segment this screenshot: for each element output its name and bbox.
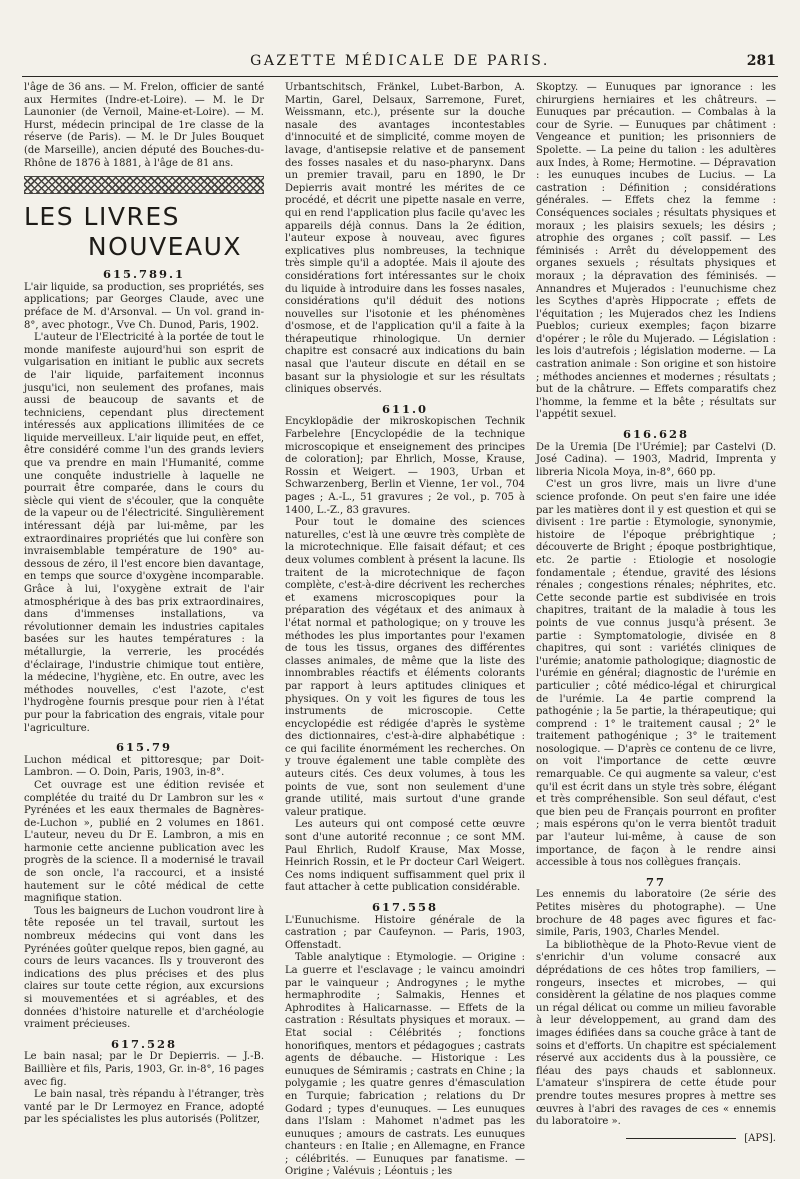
book-review-text: Table analytique : Etymologie. — Origine : La guerre et l'esclavage ; le vaincu amoindri par le vainqueur ; Androgynes ; le mythe hermaphrodite ; Salmakis, Hennes et Aphrodites à Halicarnasse. — Effets de la castration : Résultats physiques et moraux. — Etat social : Célébrités ; fonctions honorifiques, mentors et pédagogues ; castrats agents de débauche. — Historique : Les eunuques de Sémiramis ; castrats en Chine ; la polygamie ; les quatre genres d'émasculation en Turquie; fabrication ; relations du Dr Godard ; types d'eunuques. — Les eunuques dans l'Islam : Mahomet n'admet pas les eunuques ; amours de castrats. Les eunuques chanteurs : en Italie ; en Allemagne, en France ; célébrités. — Eunuques par fanatisme. — Origine ; Valévuis ; Léontuis ; les [285, 952, 525, 1178]
book-review-text: Skoptzy. — Eunuques par ignorance : les chirurgiens herniaires et les châtreurs. — Eunuques par précaution. — Combalas à la cour de Syrie. — Eunuques par châtiment : Vengeance et punition; les prisonniers de Spolette. — La peine du talion : les adultères aux Indes, à Rome; Hermotine. — Dépravation : les eunuques incubes de Lucius. — La castration : Définition ; considérations générales. — Effets chez la femme : Conséquences sociales ; résultats physiques et moraux ; les plaisirs sexuels; les désirs ; atrophie des organes ; coït passif. — Les féminisés : Arrêt du développement des organes sexuels ; résultats physiques et moraux ; la dépravation des féminisés. — Annandres et Mujerados : l'eunuchisme chez les Scythes d'après Hippocrate ; effets de l'équitation ; les Mujerados chez les Indiens Pueblos; curieux exemples; façon bizarre d'opérer ; le rôle du Mujerado. — Législation : les lois d'autrefois ; législation moderne. — La castration animale : Son origine et son histoire ; méthodes anciennes et modernes ; résultats ; but de la châtrure. — Effets comparatifs chez l'homme, la femme et la bête ; résultats sur l'appétit sexuel. [536, 82, 776, 421]
section-title [24, 202, 264, 262]
page-number: 281 [746, 53, 776, 69]
book-review-text: Pour tout le domaine des sciences naturelles, c'est là une œuvre très complète de la microtechnique. Elle faisait défaut; et ces deux volumes comblent à présent la lacune. Ils traitent de la microtechnique de façon complète, c'est-à-dire décrivent les recherches et examens microscopiques pour la préparation des végétaux et des animaux à l'état normal et pathologique; on y trouve les méthodes les plus importantes pour l'examen de tous les tissus, organes des différentes classes animales, de même que la liste des innombrables réactifs et éléments colorants par rapport à leurs aptitudes cliniques et physiques. On y voit les figures de tous les instruments de microscopie. Cette encyclopédie est rédigée d'après le système des dictionnaires, c'est-à-dire alphabétique : ce qui facilite énormément les recherches. On y trouve également une table complète des auteurs cités. Ces deux volumes, à tous les points de vue, sont non seulement d'une grande utilité, mais surtout d'une grande valeur pratique. [285, 517, 525, 818]
section-title-line-2: NOUVEAUX [87, 232, 242, 262]
column-1 [24, 82, 264, 1126]
column-2 [285, 82, 525, 1178]
classification-number: 617.558 [371, 900, 438, 914]
page-header [22, 50, 778, 77]
book-review-text: Cet ouvrage est une édition revisée et complétée du traité du Dr Lambron sur les « Pyrénées et les eaux thermales de Bagnères-de-Luchon », publié en 2 volumes en 1861. L'auteur, neveu du Dr E. Lambron, a mis en harmonie cette ancienne publication avec les progrès de la science. Il a modernisé le travail de son oncle, l'a raccourci, et a insisté hautement sur le côté médical de cette magnifique station. [24, 779, 264, 905]
book-review-text: La bibliothèque de la Photo-Revue vient de s'enrichir d'un volume consacré aux déprédations de ces hôtes trop familiers, — rongeurs, insectes et microbes, — qui considèrent la gélatine de nos plaques comme un régal délicat ou comme un milieu favorable à leur développement, au grand dam des images édifiées dans sa couche grâce à tant de soins et d'efforts. Un chapitre est spécialement réservé aux accidents dus à la poussière, ce fléau des pays chauds et sablonneux. L'amateur s'inspirera de cette étude pour prendre toutes mesures propres à mettre ses œuvres à l'abri des ravages de ces « ennemis du laboratoire ». [536, 939, 776, 1128]
book-entry-heading: De la Uremia [De l'Urémie]; par Castelvi (D. José Cadina). — 1903, Madrid, Imprenta y libreria Nicola Moya, in-8°, 660 pp. [536, 441, 776, 478]
obituary-paragraph: l'âge de 36 ans. — M. Frelon, officier de santé aux Hermites (Indre-et-Loire). — M. le Dr Launonier (de Vernoil, Maine-et-Loire). — M. Hurst, médecin principal de 1re classe de la réserve (de Paris). — M. le Dr Jules Bouquet (de Marseille), ancien député des Bouches-du-Rhône de 1876 à 1881, à l'âge de 81 ans. [24, 82, 264, 169]
book-entry-heading: Les ennemis du laboratoire (2e série des Petites misères du photographe). — Une brochure de 48 pages avec figures et fac-simile, Paris, 1903, Charles Mendel. [536, 889, 776, 939]
book-entry-heading: Encyklopädie der mikroskopischen Technik Farbelehre [Encyclopédie de la technique microscopique et enseignement des principes de coloration]; par Ehrlich, Mosse, Krause, Rossin et Weigert. — 1903, Urban et Schwarzenberg, Berlin et Vienne, 1er vol., 704 pages ; A.-L., 51 gravures ; 2e vol., p. 705 à 1400, L.-Z., 83 gravures. [285, 416, 525, 516]
signature-text: [APS]. [744, 1132, 776, 1144]
book-review-text: Urbantschitsch, Fränkel, Lubet-Barbon, A. Martin, Garel, Delsaux, Sarremone, Furet, Weissmann, etc.), présente sur la douche nasale des avantages incontestables d'innocuité et de simplicité, comme moyen de lavage, d'antisepsie relative et de pansement des fosses nasales et du naso-pharynx. Dans un premier travail, paru en 1890, le Dr Depierris avait montré les mérites de ce procédé, et décrit une pipette nasale en verre, qui en rend l'application plus facile qu'avec les appareils déjà connus. Dans la 2e édition, l'auteur expose à nouveau, avec figures explicatives plus nombreuses, la technique très simple qu'il a adoptée. Mais il ajoute des considérations fort intéressantes sur le choix du liquide à introduire dans les fosses nasales, considérations qu'il déduit des notions nouvelles sur l'isotonie et les phénomènes d'osmose, et de l'application qu'il a faite à la thérapeutique rhinologique. Un dernier chapitre est consacré aux indications du bain nasal que l'auteur discute en détail en se basant sur la physiologie et sur les résultats cliniques observés. [285, 82, 525, 396]
book-entry-heading: L'Eunuchisme. Histoire générale de la castration ; par Caufeynon. — Paris, 1903, Offenstadt. [285, 914, 525, 951]
journal-title: GAZETTE MÉDICALE DE PARIS. [250, 53, 550, 69]
book-review-text: L'auteur de l'Electricité à la portée de tout le monde manifeste aujourd'hui son esprit de vulgarisation en initiant le public aux secrets de l'air liquide, parfaitement inconnus jusqu'ici, non seulement des profanes, mais aussi de beaucoup de savants et de techniciens, cependant plus directement intéressés aux applications illimitées de ce liquide merveilleux. L'air liquide peut, en effet, être considéré comme l'un des grands leviers que va prendre en main l'Humanité, comme une conquête industrielle à laquelle ne pourrait être comparée, dans le cours du siècle qui vient de s'écouler, que la conquête de la vapeur ou de l'électricité. Singulièrement intéressant déjà par lui-même, par les extraordinaires propriétés que lui confère son invraisemblable température de 190° au-dessous de zéro, il l'est encore bien davantage, en temps que source d'oxygène incomparable. Grâce à lui, l'oxygène extrait de l'air atmosphérique à des bas prix extraordinaires, dans d'immenses installations, va révolutionner demain les industries capitales basées sur les hautes températures : la métallurgie, la verrerie, les procédés d'éclairage, l'industrie chimique tout entière, la médecine, l'hygiène, etc. En outre, avec les méthodes nouvelles, c'est l'azote, c'est l'hydrogène fournis presque pour rien à l'état pur pour la fabrication des engrais, vitale pour l'agriculture. [24, 332, 264, 734]
book-entry-heading: L'air liquide, sa production, ses propriétés, ses applications; par Georges Claude, avec une préface de M. d'Arsonval. — Un vol. grand in-8°, avec photogr., Vve Ch. Dunod, Paris, 1902. [24, 281, 264, 331]
book-review-text: C'est un gros livre, mais un livre d'une science profonde. On peut s'en faire une idée par les matières dont il y est question et qui se divisent : 1re partie : Etymologie, synonymie, histoire de l'époque prébrightique ; découverte de Bright ; époque postbrightique, etc. 2e partie : Etiologie et nosologie fondamentale ; étendue, gravité des lésions rénales ; congestions rénales; néphrites, etc. Cette seconde partie est subdivisée en trois chapitres, traitant de la maladie à tous les points de vue connus jusqu'à présent. 3e partie : Symptomatologie, divisée en 8 chapitres, qui sont : variétés cliniques de l'urémie; anatomie pathologique; diagnostic de l'urémie en général; diagnostic de l'urémie en particulier ; côté médico-légal et chirurgical de l'urémie. La 4e partie comprend la pathogénie ; la 5e partie, la thérapeutique; qui comprend : 1° le traitement causal ; 2° le traitement pathogénique ; 3° le traitement nosologique. — D'après ce contenu de ce livre, on voit l'importance de cette œuvre remarquable. Ce qui augmente sa valeur, c'est qu'il est écrit dans un style très sobre, élégant et très compréhensible. Son seul défaut, c'est que bien peu de Français pourront en profiter ; mais espérons qu'on le verra bientôt traduit par l'auteur lui-même, à cause de son importance, de façon à le rendre ainsi accessible à tous nos collègues français. [536, 479, 776, 869]
book-review-text: Le bain nasal, très répandu à l'étranger, très vanté par le Dr Lermoyez en France, adopté par les spécialistes les plus autorisés (Politzer, [24, 1089, 264, 1126]
section-title-line-1: LES LIVRES [24, 202, 180, 232]
decorative-border [24, 176, 264, 194]
book-review-text: Les auteurs qui ont composé cette œuvre sont d'une autorité reconnue ; ce sont MM. Paul Ehrlich, Rudolf Krause, Max Mosse, Heinrich Rossin, et le Pr docteur Carl Weigert. Ces noms indiquent suffisamment quel prix il faut attacher à cette publication considérable. [285, 819, 525, 894]
classification-number: 617.528 [110, 1036, 177, 1051]
signature-rule [626, 1138, 736, 1139]
column-3 [536, 82, 776, 1144]
classification-number: 77 [645, 874, 666, 889]
book-review-text: Tous les baigneurs de Luchon voudront lire à tête reposée un tel travail, surtout les nombreux médecins qui vont dans les Pyrénées goûter quelque repos, bien gagné, au cours de leurs vacances. Ils y trouveront des indications des plus précises et des plus claires sur toute cette région, aux excursions si mouvementées et si agréables, et des données d'histoire naturelle et d'archéologie vraiment précieuses. [24, 905, 264, 1031]
classification-number: 611.0 [381, 401, 428, 416]
classification-number: 615.79 [115, 740, 172, 755]
classification-number: 616.628 [622, 427, 689, 442]
classification-number: 615.789.1 [102, 267, 186, 282]
book-entry-heading: Luchon médical et pittoresque; par Doit-Lambron. — O. Doin, Paris, 1903, in-8°. [24, 754, 264, 779]
book-entry-heading: Le bain nasal; par le Dr Depierris. — J.-B. Baillière et fils, Paris, 1903, Gr. in-8°, 16 pages avec fig. [24, 1051, 264, 1088]
article-signature [536, 1133, 776, 1146]
